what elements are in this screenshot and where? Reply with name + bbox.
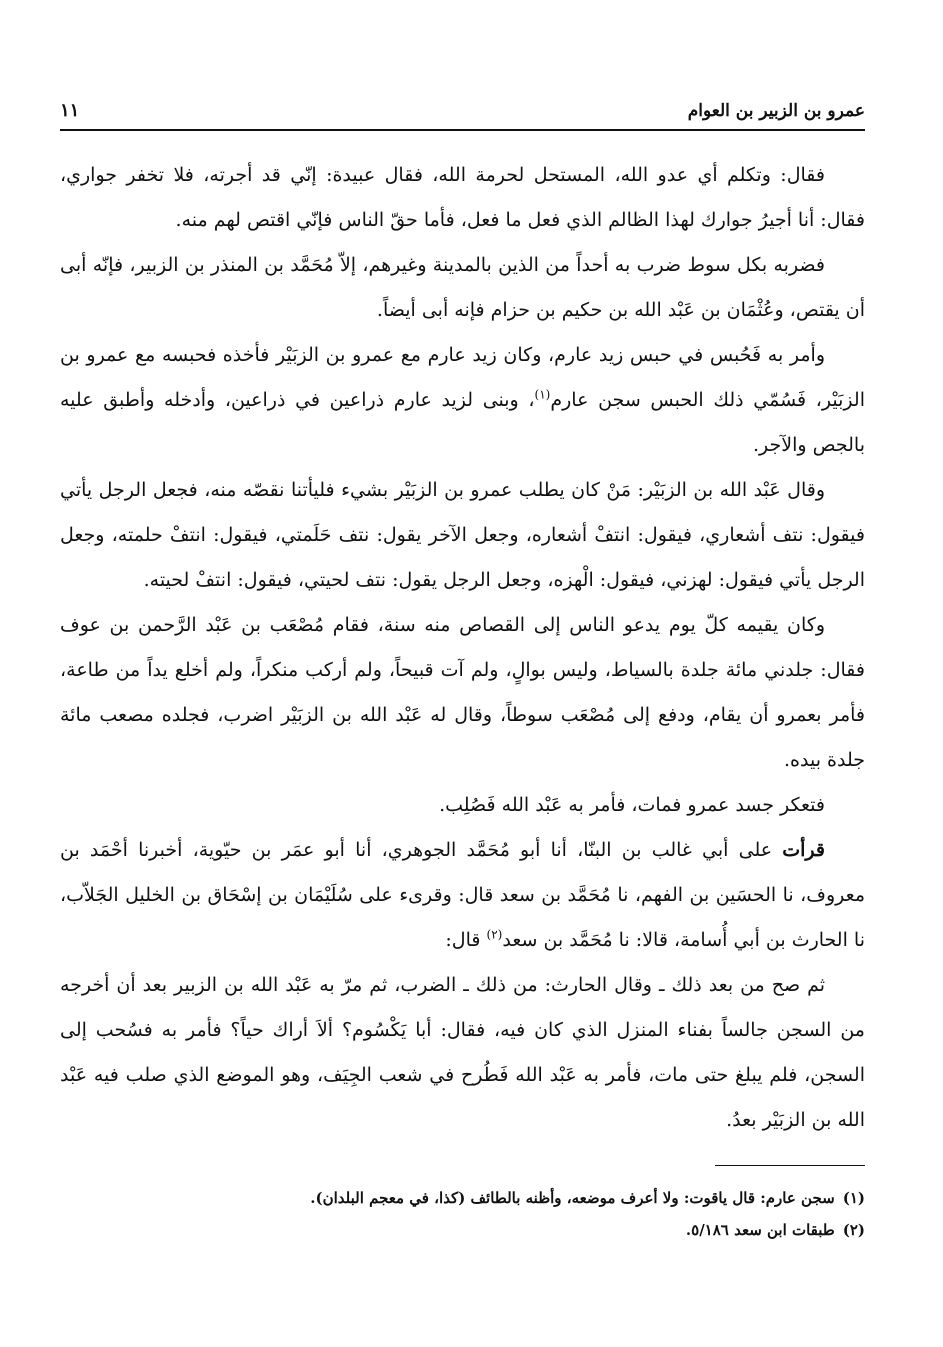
footnote [60,1182,865,1214]
paragraph [60,153,865,243]
paragraph-text: ثم صح من بعد ذلك ـ وقال الحارث: من ذلك ـ الضرب، ثم مرّ به عَبْد الله بن الزبير بعد أن أخرجه من السجن جالساً بفناء المنزل الذي كان فيه، فقال: أبا يَكْسُوم؟ ألاَ أراك حياً؟ فأمر به فسُحب إلى السجن، فلم يبلغ حتى مات، فأمر به عَبْد الله فَطُرح في شعب الجِيَف، وهو الموضع الذي صلب فيه عَبْد الله بن الزبَيْر بعدُ. [60,974,865,1131]
paragraph-text: فتعكر جسد عمرو فمات، فأمر به عَبْد الله فَصُلِب. [439,794,825,816]
paragraph-text: على أبي غالب بن البنّا، أنا أبو مُحَمَّد الجوهري، أنا أبو عمَر بن حيّوية، أخبرنا أحْمَد بن معروف، نا الحسَين بن الفهم، نا مُحَمَّد بن سعد قال: وقرىء على سُلَيْمَان بن إسْحَاق بن الخليل الجَلاّب، نا الحارث بن أبي أُسامة، قالا: نا مُحَمَّد بن سعد [60,839,865,951]
footnote-separator [715,1165,865,1166]
paragraph [60,468,865,603]
paragraph-text: فقال: وتكلم أي عدو الله، المستحل لحرمة الله، فقال عبيدة: إنّي قد أجرته، فلا تخفر جواري، فقال: أنا أجيرُ جوارك لهذا الظالم الذي فعل ما فعل، فأما حقّ الناس فإنّي اقتص لهم منه. [60,164,865,231]
paragraph [60,333,865,468]
paragraph-text: وأمر به فَحُبس في حبس زيد عارم، وكان زيد عارم مع عمرو بن الزبَيْر فأخذه فحبسه مع عمرو بن الزبَيْر، فَسُمّي ذلك الحبس سجن عارم [60,344,865,411]
paragraph-text: قال: [445,929,487,951]
body-text [60,153,865,1143]
paragraph [60,963,865,1143]
paragraph [60,783,865,828]
page-number: ١١ [60,100,80,121]
paragraph-lead-word: قرأت [782,839,825,861]
footnote-number: (١) [842,1189,865,1207]
footnote [60,1214,865,1246]
footnote-marker[interactable]: (١) [534,387,551,402]
paragraph [60,828,865,963]
footnote-text: طبقات ابن سعد ٥/١٨٦. [685,1221,835,1239]
footnote-marker[interactable]: (٢) [486,927,503,942]
footnote-number: (٢) [842,1221,865,1239]
paragraph [60,603,865,783]
footnotes [60,1182,865,1246]
paragraph-text: فضربه بكل سوط ضرب به أحداً من الذين بالمدينة وغيرهم، إلاّ مُحَمَّد بن المنذر بن الزبير، فإنّه أبى أن يقتص، وعُثْمَان بن عَبْد الله بن حكيم بن حزام فإنه أبى أيضاً. [60,254,865,321]
paragraph-text: وقال عَبْد الله بن الزبَيْر: مَنْ كان يطلب عمرو بن الزبَيْر بشيء فليأتنا نقصّه منه، فجعل الرجل يأتي فيقول: نتف أشعاري، فيقول: انتفْ أشعاره، وجعل الآخر يقول: نتف حَلَمتي، فيقول: انتفْ حلمته، وجعل الرجل يأتي فيقول: لهزني، فيقول: الْهزه، وجعل الرجل يقول: نتف لحيتي، فيقول: انتفْ لحيته. [60,479,865,591]
paragraph-text: وكان يقيمه كلّ يوم يدعو الناس إلى القصاص منه سنة، فقام مُصْعَب بن عَبْد الرَّحمن بن عوف فقال: جلدني مائة جلدة بالسياط، وليس بوالٍ، ولم آت قبيحاً، ولم أركب منكراً، ولم أخلع يداً من طاعة، فأمر بعمرو أن يقام، ودفع إلى مُصْعَب سوطاً، وقال له عَبْد الله بن الزبَيْر اضرب، فجلده مصعب مائة جلدة بيده. [60,614,865,771]
book-page [60,100,865,1246]
running-header [60,100,865,131]
footnote-text: سجن عارم: قال ياقوت: ولا أعرف موضعه، وأظنه بالطائف (كذا، في معجم البلدان). [310,1189,835,1207]
paragraph [60,243,865,333]
header-title: عمرو بن الزبير بن العوام [687,101,865,121]
paragraph-text: ، وبنى لزيد عارم ذراعين في ذراعين، وأدخله وأطبق عليه بالجص والآجر. [60,389,865,456]
